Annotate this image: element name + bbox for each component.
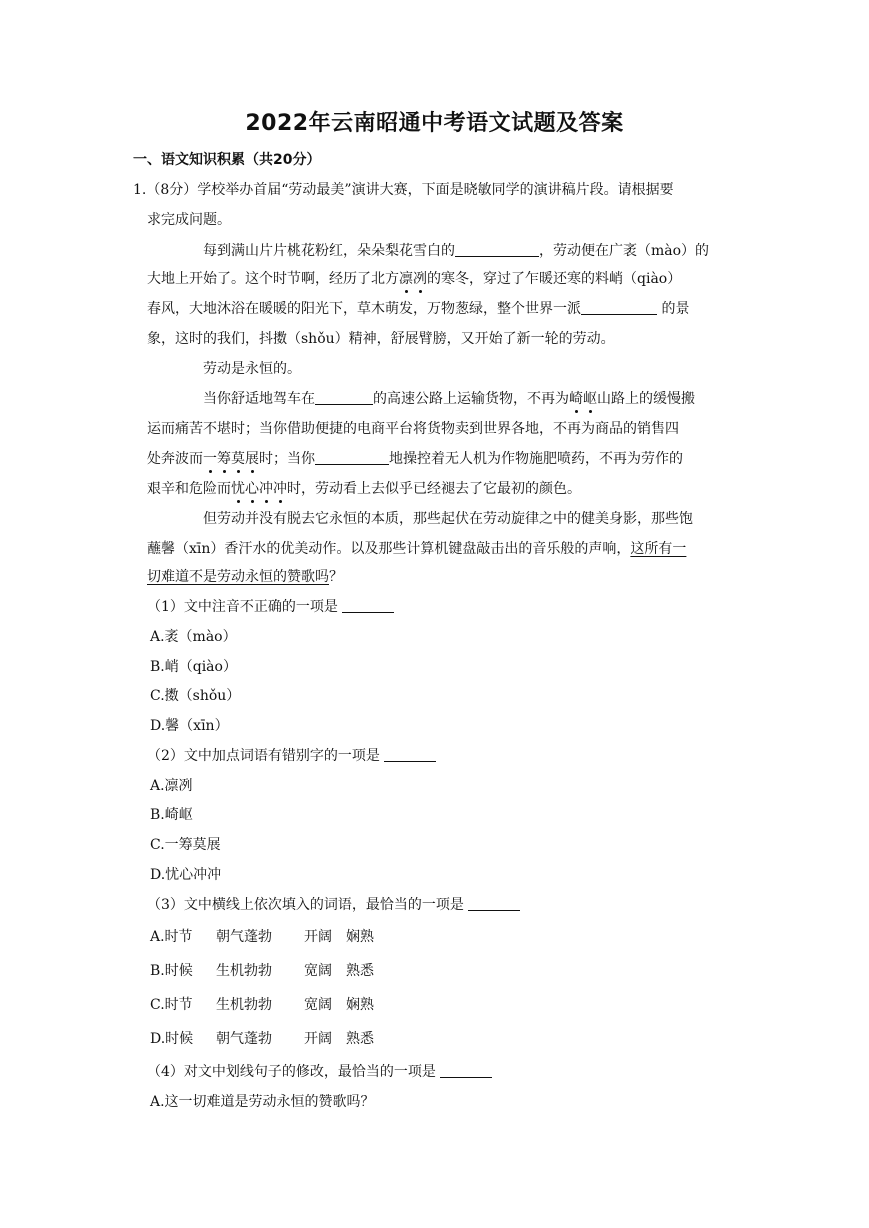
underlined-sentence: 这所有一 xyxy=(630,541,687,557)
option: C.擞（shǒu） xyxy=(150,688,241,704)
fill-blank-4 xyxy=(315,449,389,465)
option: B.峭（qiào） xyxy=(150,659,237,675)
dotted-word-2: 崎岖 xyxy=(569,391,597,407)
option: A.凛冽 xyxy=(150,778,193,794)
page-title: 2022年云南昭通中考语文试题及答案 xyxy=(245,111,624,136)
answer-blank xyxy=(342,597,394,613)
answer-blank xyxy=(384,746,436,762)
dotted-word-4: 忧心冲冲 xyxy=(231,481,287,497)
fill-blank-2 xyxy=(581,299,657,315)
passage-line: 当你舒适地驾车在 的高速公路上运输货物，不再为崎岖山路上的缓慢搬 xyxy=(203,391,695,407)
section-heading: 一、语文知识积累（共20分） xyxy=(133,152,321,168)
underlined-sentence: 切难道不是劳动永恒的赞歌吗 xyxy=(147,569,329,585)
passage-line: 春风，大地沐浴在暖暖的阳光下，草木萌发，万物葱绿，整个世界一派 的景 xyxy=(147,301,690,317)
passage-line: 每到满山片片桃花粉红，朵朵梨花雪白的 ，劳动便在广袤（mào）的 xyxy=(203,243,710,259)
passage-line: 象，这时的我们，抖擞（shǒu）精神，舒展臂膀，又开始了新一轮的劳动。 xyxy=(147,331,615,347)
option: C.时节 生机勃勃 宽阔 娴熟 xyxy=(150,997,374,1013)
dotted-word-1: 凛冽 xyxy=(399,271,427,287)
dotted-word-3: 一筹莫展 xyxy=(203,451,259,467)
passage-line: 蘸馨（xīn）香汗水的优美动作。以及那些计算机键盘敲击出的音乐般的声响，这所有一 xyxy=(147,541,687,557)
option: B.时候 生机勃勃 宽阔 熟悉 xyxy=(150,963,374,979)
sub-question-1: （1）文中注音不正确的一项是 xyxy=(147,597,394,617)
passage-line: 但劳动并没有脱去它永恒的本质，那些起伏在劳动旋律之中的健美身影，那些饱 xyxy=(203,511,693,527)
option: B.崎岖 xyxy=(150,807,193,823)
option: D.时候 朝气蓬勃 开阔 熟悉 xyxy=(150,1031,374,1047)
sub-question-4: （4）对文中划线句子的修改，最恰当的一项是 xyxy=(147,1062,492,1082)
passage-line: 大地上开始了。这个时节啊，经历了北方凛冽的寒冬，穿过了乍暖还寒的料峭（qiào） xyxy=(147,271,682,287)
sub-question-2: （2）文中加点词语有错别字的一项是 xyxy=(147,746,436,766)
fill-blank-3 xyxy=(315,389,373,405)
passage-line: 运而痛苦不堪时；当你借助便捷的电商平台将货物卖到世界各地，不再为商品的销售四 xyxy=(147,421,679,437)
q1-stem-line1: 1.（8分）学校举办首届“劳动最美”演讲大赛，下面是晓敏同学的演讲稿片段。请根据要 xyxy=(133,182,674,198)
fill-blank-1 xyxy=(455,241,539,257)
option: A.时节 朝气蓬勃 开阔 娴熟 xyxy=(150,929,374,945)
passage-line: 艰辛和危险而忧心冲冲时，劳动看上去似乎已经褪去了它最初的颜色。 xyxy=(147,481,581,497)
passage-line: 处奔波而一筹莫展时；当你 地操控着无人机为作物施肥喷药，不再为劳作的 xyxy=(147,451,683,467)
option: C.一筹莫展 xyxy=(150,837,221,853)
passage-line: 切难道不是劳动永恒的赞歌吗？ xyxy=(147,569,343,585)
option: D.忧心冲冲 xyxy=(150,867,222,883)
option: D.馨（xīn） xyxy=(150,718,229,734)
q1-stem-line2: 求完成问题。 xyxy=(147,212,231,228)
answer-blank xyxy=(440,1062,492,1078)
passage-line: 劳动是永恒的。 xyxy=(203,361,301,377)
option: A.袤（mào） xyxy=(150,629,237,645)
sub-question-3: （3）文中横线上依次填入的词语，最恰当的一项是 xyxy=(147,895,520,915)
option: A.这一切难道是劳动永恒的赞歌吗？ xyxy=(150,1094,375,1110)
answer-blank xyxy=(468,895,520,911)
